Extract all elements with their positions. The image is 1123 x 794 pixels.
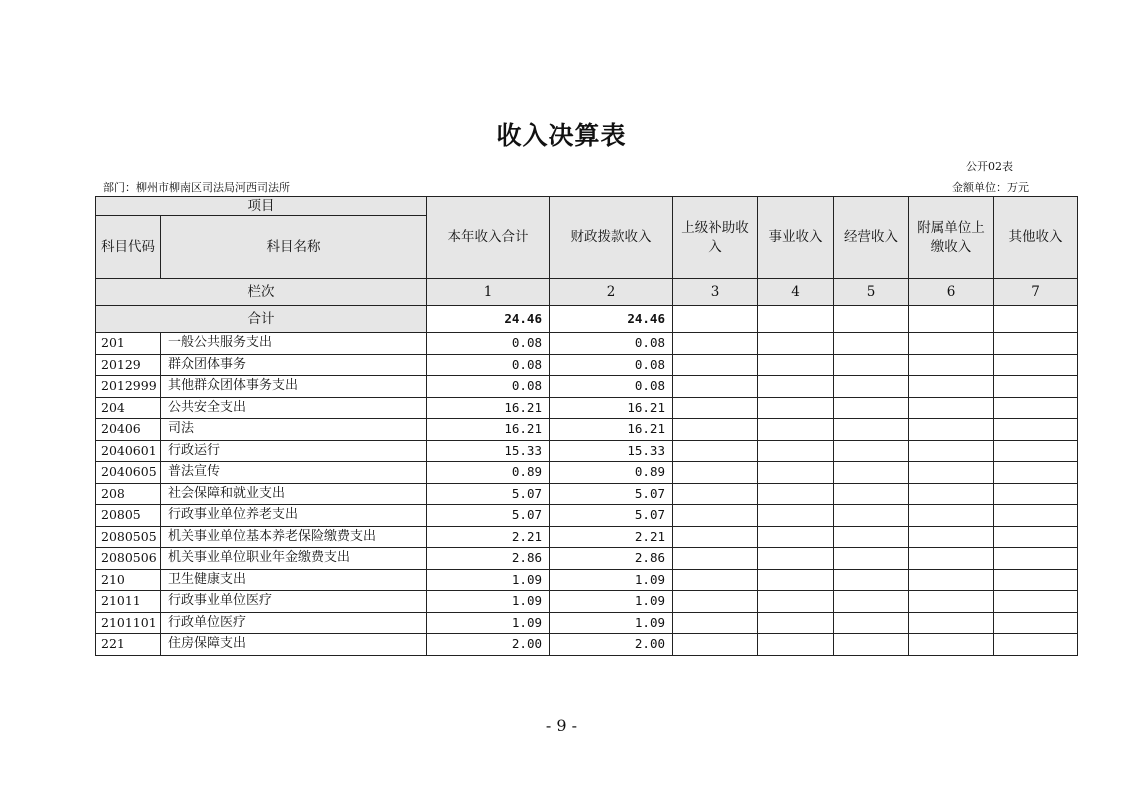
row-code: 201 bbox=[96, 333, 161, 355]
row-affiliated bbox=[909, 333, 994, 355]
row-code: 208 bbox=[96, 483, 161, 505]
row-name: 公共安全支出 bbox=[161, 397, 427, 419]
row-operating bbox=[834, 333, 909, 355]
row-affiliated bbox=[909, 591, 994, 613]
header-operating: 经营收入 bbox=[834, 197, 909, 279]
table-row bbox=[96, 505, 1078, 527]
table-row bbox=[96, 333, 1078, 355]
row-business bbox=[758, 505, 834, 527]
row-affiliated bbox=[909, 548, 994, 570]
row-total: 0.08 bbox=[427, 354, 550, 376]
row-superior bbox=[673, 612, 758, 634]
row-name: 机关事业单位基本养老保险缴费支出 bbox=[161, 526, 427, 548]
row-operating bbox=[834, 397, 909, 419]
row-total: 5.07 bbox=[427, 505, 550, 527]
row-superior bbox=[673, 419, 758, 441]
row-business bbox=[758, 569, 834, 591]
row-total: 16.21 bbox=[427, 397, 550, 419]
row-name: 行政事业单位养老支出 bbox=[161, 505, 427, 527]
row-other bbox=[994, 591, 1078, 613]
row-fiscal: 5.07 bbox=[550, 505, 673, 527]
table-row bbox=[96, 526, 1078, 548]
row-code: 20805 bbox=[96, 505, 161, 527]
row-business bbox=[758, 483, 834, 505]
row-operating bbox=[834, 526, 909, 548]
row-superior bbox=[673, 483, 758, 505]
row-name: 社会保障和就业支出 bbox=[161, 483, 427, 505]
row-affiliated bbox=[909, 354, 994, 376]
row-superior bbox=[673, 462, 758, 484]
row-business bbox=[758, 591, 834, 613]
row-fiscal: 2.21 bbox=[550, 526, 673, 548]
row-code: 221 bbox=[96, 634, 161, 656]
row-other bbox=[994, 397, 1078, 419]
table-row bbox=[96, 483, 1078, 505]
table-row bbox=[96, 419, 1078, 441]
row-fiscal: 1.09 bbox=[550, 591, 673, 613]
row-superior bbox=[673, 505, 758, 527]
row-business bbox=[758, 354, 834, 376]
row-operating bbox=[834, 612, 909, 634]
row-superior bbox=[673, 376, 758, 398]
row-superior bbox=[673, 526, 758, 548]
table-row bbox=[96, 612, 1078, 634]
row-operating bbox=[834, 569, 909, 591]
row-other bbox=[994, 526, 1078, 548]
row-name: 普法宣传 bbox=[161, 462, 427, 484]
row-other bbox=[994, 333, 1078, 355]
row-other bbox=[994, 505, 1078, 527]
row-other bbox=[994, 569, 1078, 591]
row-total: 5.07 bbox=[427, 483, 550, 505]
row-code: 2040605 bbox=[96, 462, 161, 484]
header-affiliated: 附属单位上缴收入 bbox=[909, 197, 994, 279]
table-row bbox=[96, 569, 1078, 591]
row-fiscal: 1.09 bbox=[550, 612, 673, 634]
header-business: 事业收入 bbox=[758, 197, 834, 279]
header-superior: 上级补助收入 bbox=[673, 197, 758, 279]
row-fiscal: 15.33 bbox=[550, 440, 673, 462]
table-row bbox=[96, 591, 1078, 613]
row-total: 2.00 bbox=[427, 634, 550, 656]
row-operating bbox=[834, 505, 909, 527]
row-superior bbox=[673, 569, 758, 591]
row-name: 行政单位医疗 bbox=[161, 612, 427, 634]
row-operating bbox=[834, 634, 909, 656]
table-row bbox=[96, 397, 1078, 419]
row-code: 20406 bbox=[96, 419, 161, 441]
row-superior bbox=[673, 440, 758, 462]
row-affiliated bbox=[909, 612, 994, 634]
total-row-label: 合计 bbox=[96, 306, 427, 333]
row-name: 其他群众团体事务支出 bbox=[161, 376, 427, 398]
row-business bbox=[758, 462, 834, 484]
row-name: 司法 bbox=[161, 419, 427, 441]
row-operating bbox=[834, 419, 909, 441]
row-other bbox=[994, 548, 1078, 570]
row-operating bbox=[834, 462, 909, 484]
header-other: 其他收入 bbox=[994, 197, 1078, 279]
row-code: 20129 bbox=[96, 354, 161, 376]
row-code: 210 bbox=[96, 569, 161, 591]
row-affiliated bbox=[909, 462, 994, 484]
header-total: 本年收入合计 bbox=[427, 197, 550, 279]
row-superior bbox=[673, 354, 758, 376]
row-operating bbox=[834, 591, 909, 613]
row-operating bbox=[834, 376, 909, 398]
department-label: 部门：柳州市柳南区司法局河西司法所 bbox=[103, 181, 290, 194]
column-index-3: 3 bbox=[673, 279, 758, 306]
row-business bbox=[758, 612, 834, 634]
row-name: 行政运行 bbox=[161, 440, 427, 462]
row-total: 0.89 bbox=[427, 462, 550, 484]
row-operating bbox=[834, 548, 909, 570]
row-operating bbox=[834, 440, 909, 462]
row-affiliated bbox=[909, 397, 994, 419]
header-name: 科目名称 bbox=[161, 216, 427, 279]
row-code: 21011 bbox=[96, 591, 161, 613]
row-code: 204 bbox=[96, 397, 161, 419]
table-row bbox=[96, 440, 1078, 462]
row-name: 机关事业单位职业年金缴费支出 bbox=[161, 548, 427, 570]
row-fiscal: 16.21 bbox=[550, 419, 673, 441]
row-affiliated bbox=[909, 505, 994, 527]
row-code: 2080505 bbox=[96, 526, 161, 548]
row-total: 1.09 bbox=[427, 569, 550, 591]
row-name: 群众团体事务 bbox=[161, 354, 427, 376]
row-business bbox=[758, 634, 834, 656]
column-index-7: 7 bbox=[994, 279, 1078, 306]
form-number: 公开02表 bbox=[966, 160, 1013, 173]
row-business bbox=[758, 440, 834, 462]
table-row bbox=[96, 354, 1078, 376]
row-name: 一般公共服务支出 bbox=[161, 333, 427, 355]
column-index-1: 1 bbox=[427, 279, 550, 306]
row-other bbox=[994, 440, 1078, 462]
row-total: 2.21 bbox=[427, 526, 550, 548]
row-name: 卫生健康支出 bbox=[161, 569, 427, 591]
row-name: 行政事业单位医疗 bbox=[161, 591, 427, 613]
row-other bbox=[994, 462, 1078, 484]
page-title: 收入决算表 bbox=[496, 121, 627, 150]
row-name: 住房保障支出 bbox=[161, 634, 427, 656]
row-code: 2012999 bbox=[96, 376, 161, 398]
row-affiliated bbox=[909, 634, 994, 656]
row-other bbox=[994, 483, 1078, 505]
row-business bbox=[758, 548, 834, 570]
table-row bbox=[96, 634, 1078, 656]
row-affiliated bbox=[909, 440, 994, 462]
row-code: 2101101 bbox=[96, 612, 161, 634]
header-fiscal: 财政拨款收入 bbox=[550, 197, 673, 279]
row-fiscal: 2.00 bbox=[550, 634, 673, 656]
row-total: 1.09 bbox=[427, 591, 550, 613]
row-code: 2040601 bbox=[96, 440, 161, 462]
row-affiliated bbox=[909, 376, 994, 398]
income-table bbox=[95, 196, 1078, 656]
row-fiscal: 0.08 bbox=[550, 354, 673, 376]
row-superior bbox=[673, 397, 758, 419]
row-other bbox=[994, 376, 1078, 398]
unit-label: 金额单位：万元 bbox=[952, 181, 1029, 194]
total-row-fiscal: 24.46 bbox=[550, 306, 673, 333]
row-operating bbox=[834, 483, 909, 505]
row-fiscal: 2.86 bbox=[550, 548, 673, 570]
header-project: 项目 bbox=[96, 197, 427, 216]
total-row-total: 24.46 bbox=[427, 306, 550, 333]
row-business bbox=[758, 376, 834, 398]
row-total: 0.08 bbox=[427, 333, 550, 355]
row-other bbox=[994, 354, 1078, 376]
row-other bbox=[994, 634, 1078, 656]
row-fiscal: 1.09 bbox=[550, 569, 673, 591]
row-affiliated bbox=[909, 483, 994, 505]
row-total: 0.08 bbox=[427, 376, 550, 398]
row-other bbox=[994, 419, 1078, 441]
row-superior bbox=[673, 591, 758, 613]
row-fiscal: 0.08 bbox=[550, 333, 673, 355]
row-total: 2.86 bbox=[427, 548, 550, 570]
column-index-2: 2 bbox=[550, 279, 673, 306]
table-row bbox=[96, 548, 1078, 570]
row-affiliated bbox=[909, 526, 994, 548]
row-fiscal: 0.89 bbox=[550, 462, 673, 484]
row-business bbox=[758, 333, 834, 355]
page-number: - 9 - bbox=[545, 716, 578, 735]
row-affiliated bbox=[909, 569, 994, 591]
row-business bbox=[758, 397, 834, 419]
row-total: 16.21 bbox=[427, 419, 550, 441]
row-affiliated bbox=[909, 419, 994, 441]
row-fiscal: 0.08 bbox=[550, 376, 673, 398]
table-row bbox=[96, 376, 1078, 398]
row-superior bbox=[673, 333, 758, 355]
row-operating bbox=[834, 354, 909, 376]
row-business bbox=[758, 526, 834, 548]
column-index-5: 5 bbox=[834, 279, 909, 306]
column-index-label: 栏次 bbox=[96, 279, 427, 306]
header-code: 科目代码 bbox=[96, 216, 161, 279]
row-fiscal: 16.21 bbox=[550, 397, 673, 419]
column-index-6: 6 bbox=[909, 279, 994, 306]
row-superior bbox=[673, 548, 758, 570]
row-total: 1.09 bbox=[427, 612, 550, 634]
column-index-4: 4 bbox=[758, 279, 834, 306]
row-total: 15.33 bbox=[427, 440, 550, 462]
row-other bbox=[994, 612, 1078, 634]
table-row bbox=[96, 462, 1078, 484]
row-code: 2080506 bbox=[96, 548, 161, 570]
row-fiscal: 5.07 bbox=[550, 483, 673, 505]
row-superior bbox=[673, 634, 758, 656]
row-business bbox=[758, 419, 834, 441]
